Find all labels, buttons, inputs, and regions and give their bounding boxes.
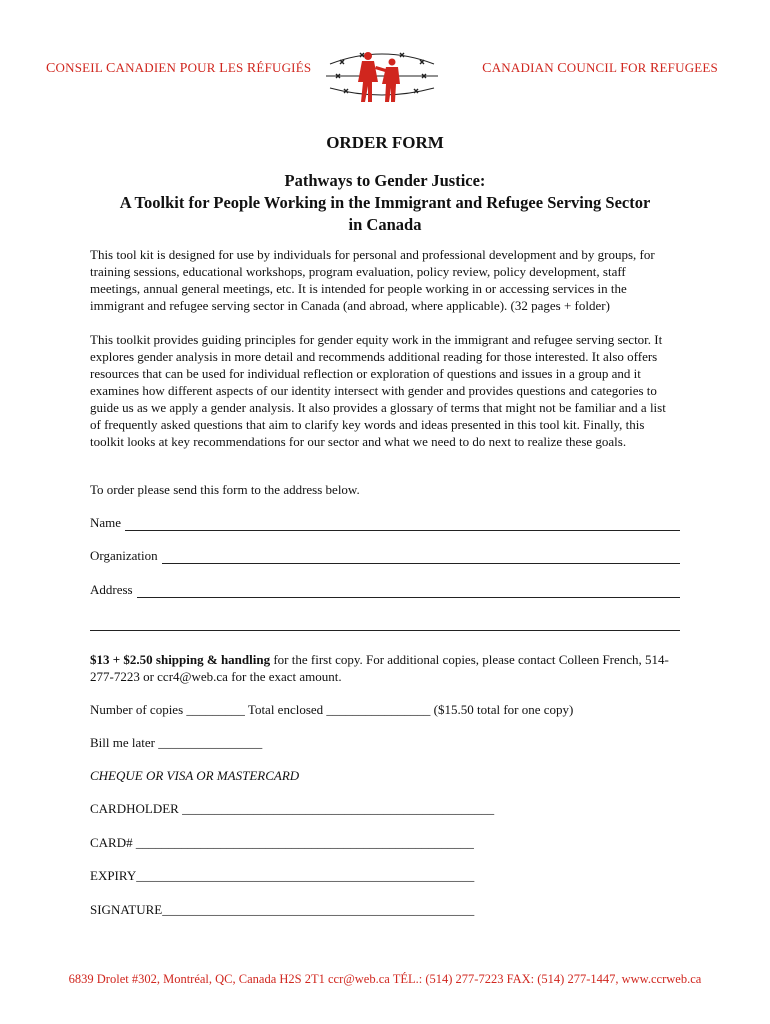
form-title: ORDER FORM (326, 133, 444, 152)
header-org-english-text: CANADIAN COUNCIL FOR REFUGEES (482, 60, 718, 76)
shipping-info (90, 651, 680, 685)
bill-me-later-line[interactable]: Bill me later ________________ (90, 735, 263, 750)
shipping-details: for the first copy. For additional copies, please contact Colleen French, 514-277-7223 or ccr4@web.ca for the exact amount. (90, 652, 669, 684)
card-number-field[interactable]: CARD# ____________________________________________________ (90, 835, 474, 850)
organization-field[interactable] (90, 548, 680, 564)
payment-methods: CHEQUE OR VISA OR MASTERCARD (90, 768, 300, 783)
signature-field[interactable]: SIGNATURE________________________________________________ (90, 902, 475, 917)
name-line[interactable] (125, 516, 680, 531)
name-label: Name (90, 515, 122, 530)
cardholder-field[interactable]: CARDHOLDER ________________________________________________ (90, 801, 495, 816)
address-label: Address (90, 582, 133, 597)
address-line[interactable] (137, 583, 680, 598)
address-field[interactable] (90, 582, 680, 598)
footer-contact: 6839 Drolet #302, Montréal, QC, Canada H2S 2T1 ccr@web.ca TÉL.: (514) 277-7223 FAX: (514) 277-1447, www.ccrweb.ca (68, 972, 702, 986)
address-line-2[interactable] (90, 630, 680, 631)
header-org-french-text: CONSEIL CANADIEN POUR LES RÉFUGIÉS (46, 60, 312, 76)
copies-total-line[interactable]: Number of copies _________ Total enclosed ________________ ($15.50 total for one copy) (90, 702, 574, 717)
expiry-field[interactable]: EXPIRY____________________________________________________ (90, 868, 475, 883)
toolkit-title-line-3: in Canada (348, 215, 422, 234)
shipping-price: $13 + $2.50 shipping & handling (90, 652, 271, 667)
toolkit-title-line-1: Pathways to Gender Justice: (284, 171, 486, 190)
order-instruction: To order please send this form to the address below. (90, 482, 360, 497)
name-field[interactable] (90, 515, 680, 531)
toolkit-title (0, 170, 770, 236)
description-paragraph-1: This tool kit is designed for use by individuals for personal and professional development and by groups, for training sessions, educational workshops, program evaluation, policy review, policy development, staff meetings, annual general meetings, etc. It is intended for people working in or accessing services in the immigrant and refugee serving sector in Canada (and abroad, where applicable). (32 pages + folder) (90, 247, 655, 313)
toolkit-title-line-2: A Toolkit for People Working in the Immigrant and Refugee Serving Sector (119, 193, 651, 212)
description-paragraph-2: This toolkit provides guiding principles for gender equity work in the immigrant and refugee serving sector. It explores gender analysis in more detail and recommends additional reading for those interested. It also offers resources that can be used for individual reflection or exploration of questions and issues in a group and it examines how different aspects of our identity intersect with gender and provides questions and categories to guide us as we apply a gender analysis. It also provides a glossary of terms that might not be familiar and a list of frequently asked questions that aim to clarify key words and ideas presented in this tool kit. Finally, this toolkit looks at key recommendations for our sector and what we need to do next to realize these goals. (90, 332, 666, 449)
organization-label: Organization (90, 548, 158, 563)
organization-line[interactable] (162, 549, 680, 564)
header-org-french (46, 60, 311, 77)
header-org-english (482, 60, 718, 77)
ccr-logo (322, 42, 442, 112)
